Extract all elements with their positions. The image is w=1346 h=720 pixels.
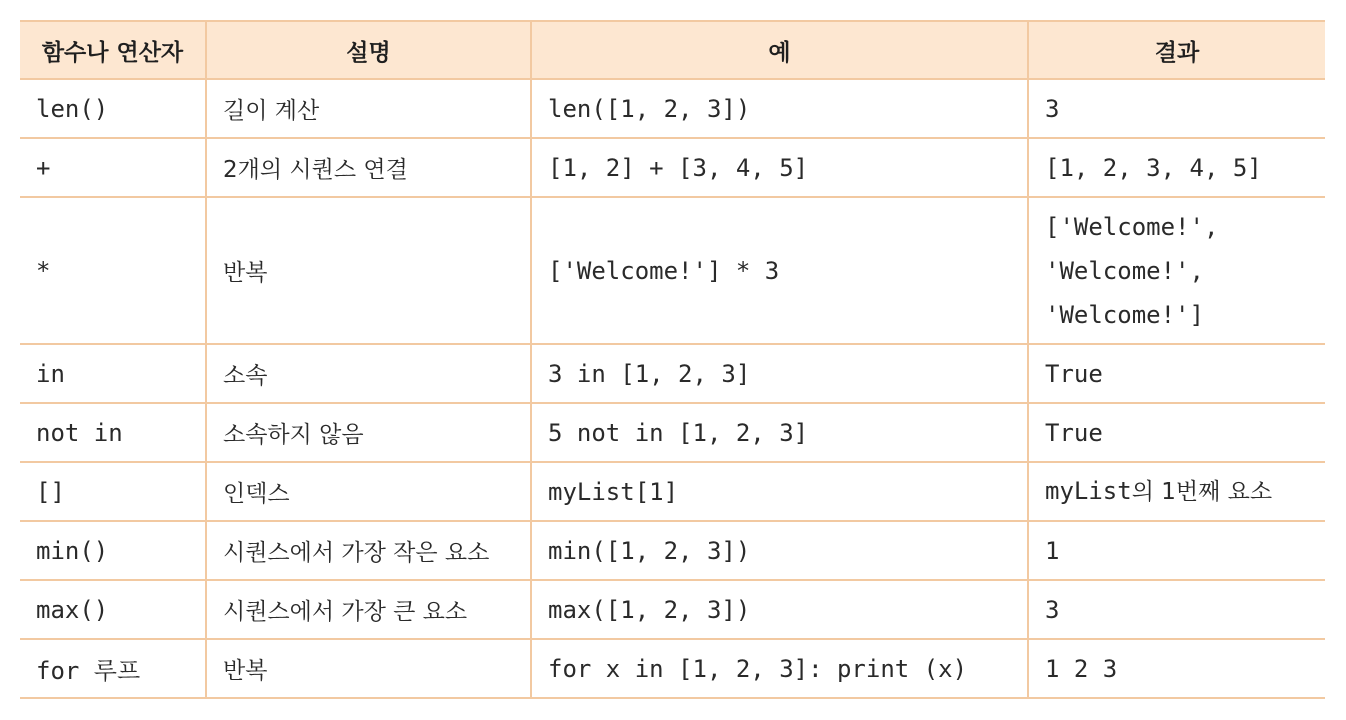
description-cell: 시퀀스에서 가장 작은 요소	[206, 521, 531, 580]
header-function: 함수나 연산자	[20, 21, 206, 79]
description-cell: 반복	[206, 639, 531, 698]
example-cell: [1, 2] + [3, 4, 5]	[531, 138, 1028, 197]
result-line: 'Welcome!',	[1045, 256, 1204, 285]
header-row	[20, 21, 1325, 79]
description-cell: 2개의 시퀀스 연결	[206, 138, 531, 197]
example-cell: 5 not in [1, 2, 3]	[531, 403, 1028, 462]
table-row	[20, 79, 1325, 138]
function-cell: max()	[20, 580, 206, 639]
result-line: True	[1045, 359, 1103, 388]
result-cell	[1028, 403, 1325, 462]
example-cell: myList[1]	[531, 462, 1028, 521]
description-cell: 반복	[206, 197, 531, 344]
table-row	[20, 639, 1325, 698]
table-row	[20, 403, 1325, 462]
result-text: 의 1번째 요소	[1131, 479, 1273, 505]
function-cell: min()	[20, 521, 206, 580]
result-line: ['Welcome!',	[1045, 212, 1219, 241]
result-cell	[1028, 79, 1325, 138]
table-row	[20, 138, 1325, 197]
function-cell: in	[20, 344, 206, 403]
result-line: 1	[1045, 536, 1060, 565]
table-row	[20, 580, 1325, 639]
result-cell	[1028, 639, 1325, 698]
result-code: myList	[1045, 477, 1132, 505]
header-example: 예	[531, 21, 1028, 79]
table-row	[20, 197, 1325, 344]
example-cell: max([1, 2, 3])	[531, 580, 1028, 639]
description-cell: 시퀀스에서 가장 큰 요소	[206, 580, 531, 639]
description-cell: 길이 계산	[206, 79, 531, 138]
result-line: [1, 2, 3, 4, 5]	[1045, 153, 1262, 182]
example-cell: ['Welcome!'] * 3	[531, 197, 1028, 344]
function-cell: for 루프	[20, 639, 206, 698]
example-cell: min([1, 2, 3])	[531, 521, 1028, 580]
result-cell	[1028, 344, 1325, 403]
sequence-operations-table	[20, 20, 1325, 699]
result-cell	[1028, 138, 1325, 197]
description-cell: 소속하지 않음	[206, 403, 531, 462]
description-cell: 인덱스	[206, 462, 531, 521]
example-cell: len([1, 2, 3])	[531, 79, 1028, 138]
result-cell	[1028, 521, 1325, 580]
result-line: 1 2 3	[1045, 654, 1118, 683]
result-line: 3	[1045, 595, 1060, 624]
description-cell: 소속	[206, 344, 531, 403]
table-row	[20, 462, 1325, 521]
function-cell: len()	[20, 79, 206, 138]
example-cell: 3 in [1, 2, 3]	[531, 344, 1028, 403]
result-cell	[1028, 462, 1325, 521]
header-result: 결과	[1028, 21, 1325, 79]
result-line: 3	[1045, 94, 1060, 123]
table-row	[20, 344, 1325, 403]
function-cell: *	[20, 197, 206, 344]
function-cell: not in	[20, 403, 206, 462]
function-cell: +	[20, 138, 206, 197]
example-cell: for x in [1, 2, 3]: print (x)	[531, 639, 1028, 698]
header-description: 설명	[206, 21, 531, 79]
result-cell	[1028, 580, 1325, 639]
function-cell: []	[20, 462, 206, 521]
result-cell	[1028, 197, 1325, 344]
result-line: 'Welcome!']	[1045, 300, 1204, 329]
table-row	[20, 521, 1325, 580]
result-line: True	[1045, 418, 1103, 447]
